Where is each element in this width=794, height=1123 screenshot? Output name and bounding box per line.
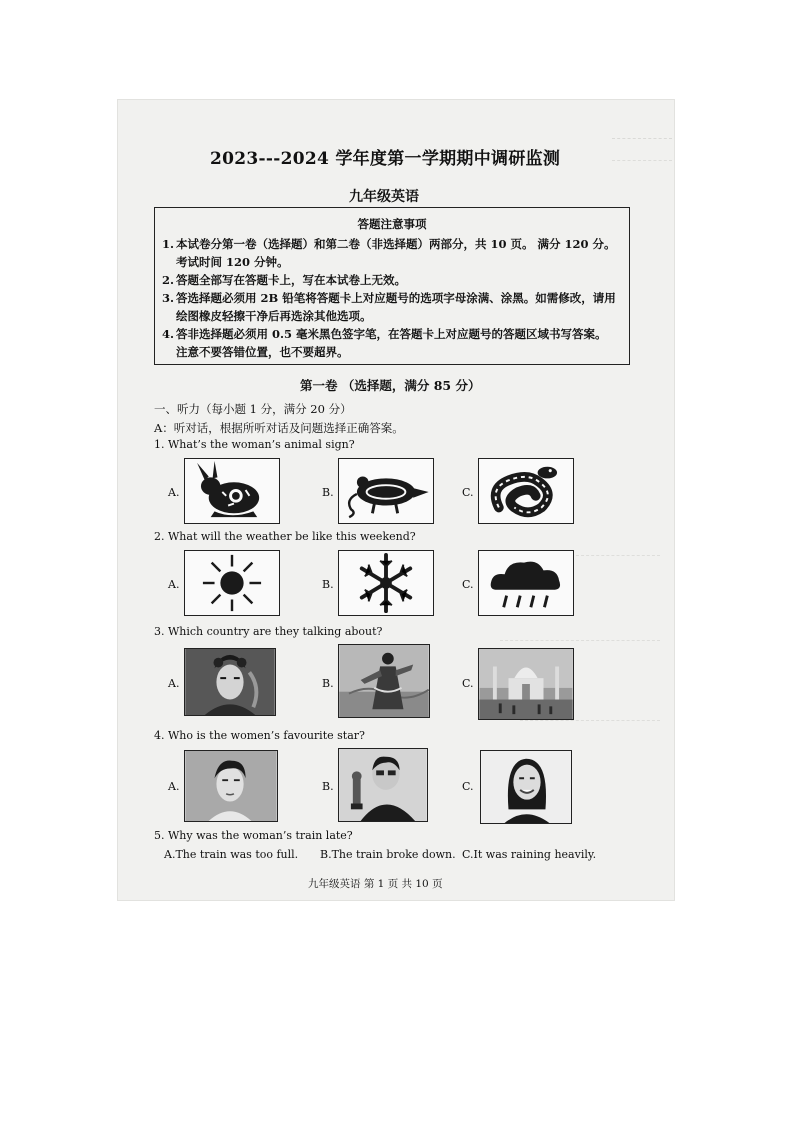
- notice-box: [154, 207, 630, 365]
- snake-papercut-icon: [478, 458, 574, 524]
- q4-option-b-label: B.: [322, 780, 334, 793]
- peking-opera-photo: [184, 648, 276, 716]
- q5-option-a: A.The train was too full.: [164, 848, 299, 861]
- exam-title: 2023---2024 学年度第一学期期中调研监测: [210, 149, 561, 169]
- notice-item-3-cont: 绘图橡皮轻擦干净后再选涂其他选项。: [176, 309, 372, 323]
- rabbit-papercut-icon: [184, 458, 280, 524]
- notice-item-1: 1. 本试卷分第一卷（选择题）和第二卷（非选择题）两部分，共 10 页。 满分 120 分。: [162, 237, 616, 251]
- taj-mahal-photo: [478, 648, 574, 720]
- part-one-title: 第一卷 （选择题，满分 85 分）: [300, 378, 481, 393]
- q5-option-c: C.It was raining heavily.: [462, 848, 597, 861]
- q1-option-c-label: C.: [462, 486, 474, 499]
- q2-option-a-label: A.: [168, 578, 180, 591]
- q4-option-c-label: C.: [462, 780, 474, 793]
- listening-section-title: 一、听力（每小题 1 分，满分 20 分）: [154, 402, 352, 416]
- exam-subject: 九年级英语: [349, 189, 419, 205]
- q3-option-c-label: C.: [462, 677, 474, 690]
- page-footer: 九年级英语 第 1 页 共 10 页: [308, 878, 443, 890]
- notice-item-1-cont: 考试时间 120 分钟。: [176, 255, 289, 269]
- q4-option-a-label: A.: [168, 780, 180, 793]
- listening-instruction: A：听对话，根据所听对话及问题选择正确答案。: [154, 421, 404, 435]
- q2-option-c-label: C.: [462, 578, 474, 591]
- question-4: 4. Who is the women’s favourite star?: [154, 729, 365, 742]
- notice-item-4: 4. 答非选择题必须用 0.5 毫米黑色签字笔，在答题卡上对应题号的答题区域书写答案。: [162, 327, 607, 341]
- question-1: 1. What’s the woman’s animal sign?: [154, 438, 355, 451]
- sun-icon: [184, 550, 280, 616]
- q1-option-b-label: B.: [322, 486, 334, 499]
- q3-option-b-label: B.: [322, 677, 334, 690]
- actor-with-trophy-photo: [338, 748, 428, 822]
- actress-portrait-photo: [184, 750, 278, 822]
- notice-item-4-cont: 注意不要答错位置，也不要超界。: [176, 345, 349, 359]
- question-5: 5. Why was the woman’s train late?: [154, 829, 353, 842]
- q3-option-a-label: A.: [168, 677, 180, 690]
- rain-cloud-icon: [478, 550, 574, 616]
- notice-title: 答题注意事项: [357, 217, 427, 231]
- q5-option-b: B.The train broke down.: [320, 848, 456, 861]
- q1-option-a-label: A.: [168, 486, 180, 499]
- question-2: 2. What will the weather be like this weekend?: [154, 530, 416, 543]
- rat-papercut-icon: [338, 458, 434, 524]
- question-3: 3. Which country are they talking about?: [154, 625, 383, 638]
- kimono-dancer-photo: [338, 644, 430, 718]
- snowflake-icon: [338, 550, 434, 616]
- notice-item-3: 3. 答选择题必须用 2B 铅笔将答题卡上对应题号的选项字母涂满、涂黑。如需修改，请用: [162, 291, 616, 305]
- notice-item-2: 2. 答题全部写在答题卡上，写在本试卷上无效。: [162, 273, 406, 287]
- q2-option-b-label: B.: [322, 578, 334, 591]
- smiling-woman-photo: [480, 750, 572, 824]
